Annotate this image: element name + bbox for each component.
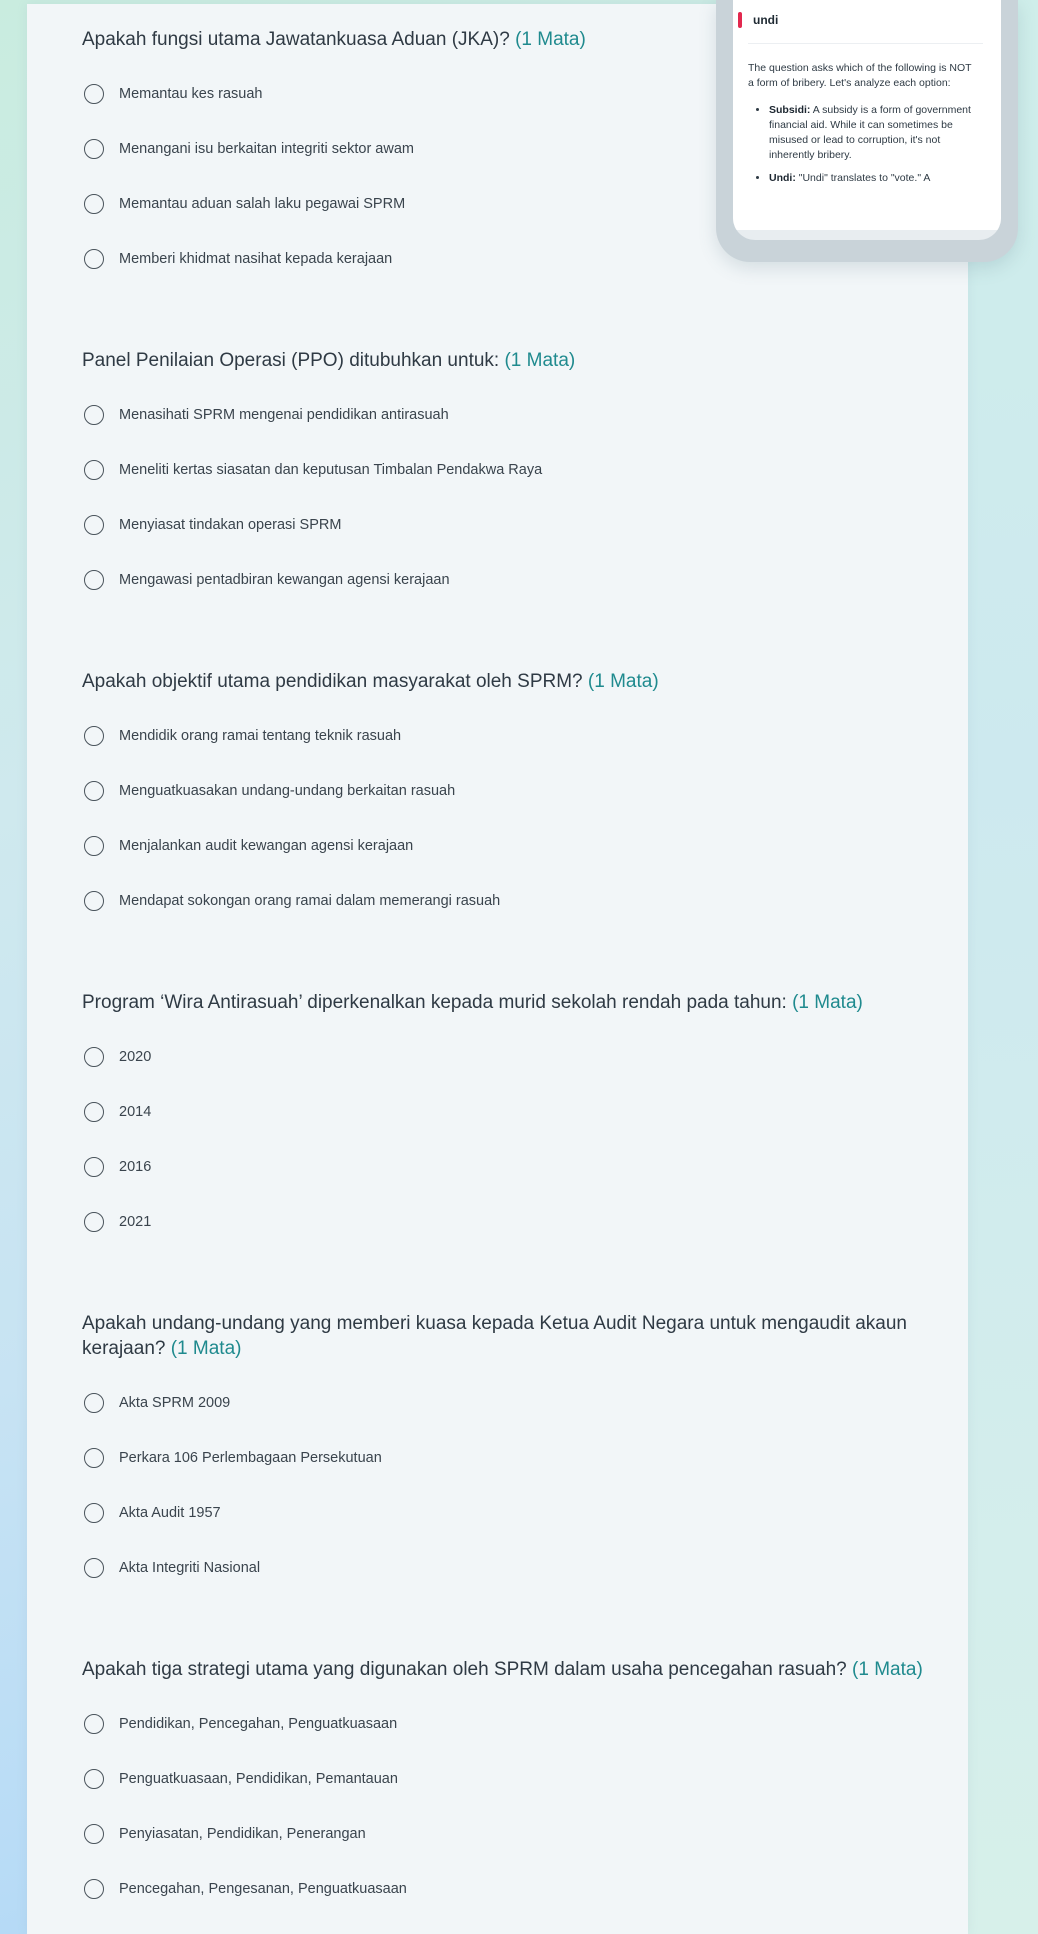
popup-intro: The question asks which of the following is NOT a form of bribery. Let's analyze each option: <box>748 62 972 89</box>
radio-button-icon[interactable] <box>84 1212 104 1232</box>
popup-list-item <box>769 103 980 163</box>
question-5 <box>82 1311 942 1595</box>
question-points: (1 Mata) <box>587 671 659 692</box>
option-label: Mendapat sokongan orang ramai dalam memerangi rasuah <box>119 892 501 909</box>
radio-button-icon[interactable] <box>84 1714 104 1734</box>
accent-bar-icon <box>738 12 742 28</box>
popup-header <box>738 12 778 28</box>
question-6 <box>82 1657 942 1916</box>
question-points: (1 Mata) <box>515 29 586 50</box>
option-radio[interactable] <box>82 763 942 818</box>
option-label: Menyiasat tindakan operasi SPRM <box>119 516 342 533</box>
radio-button-icon[interactable] <box>84 570 104 590</box>
radio-button-icon[interactable] <box>84 460 104 480</box>
option-label: Akta Integriti Nasional <box>119 1559 261 1576</box>
option-label: Menangani isu berkaitan integriti sektor awam <box>119 140 414 157</box>
question-points: (1 Mata) <box>792 992 863 1013</box>
option-radio[interactable] <box>82 1375 942 1430</box>
option-radio[interactable] <box>82 1861 942 1916</box>
option-label: 2020 <box>119 1048 152 1065</box>
radio-button-icon[interactable] <box>84 1157 104 1177</box>
option-label: Penyiasatan, Pendidikan, Penerangan <box>119 1825 366 1842</box>
radio-button-icon[interactable] <box>84 1769 104 1789</box>
question-3 <box>82 669 942 928</box>
radio-button-icon[interactable] <box>84 1824 104 1844</box>
option-label: Perkara 106 Perlembagaan Persekutuan <box>119 1449 382 1466</box>
option-radio[interactable] <box>82 1430 942 1485</box>
option-radio[interactable] <box>82 873 942 928</box>
option-radio[interactable] <box>82 1139 942 1194</box>
radio-button-icon[interactable] <box>84 781 104 801</box>
option-label: Memberi khidmat nasihat kepada kerajaan <box>119 250 393 267</box>
option-label: Menjalankan audit kewangan agensi kerajaan <box>119 837 414 854</box>
option-radio[interactable] <box>82 497 942 552</box>
option-radio[interactable] <box>82 818 942 873</box>
radio-button-icon[interactable] <box>84 1503 104 1523</box>
radio-button-icon[interactable] <box>84 139 104 159</box>
popup-card[interactable] <box>733 0 1001 230</box>
radio-button-icon[interactable] <box>84 726 104 746</box>
radio-button-icon[interactable] <box>84 1448 104 1468</box>
question-points: (1 Mata) <box>170 1338 242 1359</box>
option-radio[interactable] <box>82 1806 942 1861</box>
option-radio[interactable] <box>82 1084 942 1139</box>
option-radio[interactable] <box>82 1696 942 1751</box>
radio-button-icon[interactable] <box>84 836 104 856</box>
option-label: 2021 <box>119 1213 152 1230</box>
option-label: Memantau kes rasuah <box>119 85 263 102</box>
question-title: Panel Penilaian Operasi (PPO) ditubuhkan untuk: (1 Mata) <box>82 350 576 371</box>
background-right <box>968 0 1038 1934</box>
radio-button-icon[interactable] <box>84 1102 104 1122</box>
option-label: Pendidikan, Pencegahan, Penguatkuasaan <box>119 1715 398 1732</box>
option-label: Akta Audit 1957 <box>119 1504 221 1521</box>
question-title: Apakah tiga strategi utama yang digunakan oleh SPRM dalam usaha pencegahan rasuah? (1 Mata) <box>82 1659 923 1680</box>
radio-button-icon[interactable] <box>84 515 104 535</box>
radio-button-icon[interactable] <box>84 1047 104 1067</box>
option-radio[interactable] <box>82 552 942 607</box>
option-radio[interactable] <box>82 708 942 763</box>
question-title: Apakah objektif utama pendidikan masyarakat oleh SPRM? (1 Mata) <box>82 671 659 692</box>
popup-term-text: "Undi" translates to "vote." A <box>795 172 931 184</box>
option-label: Menasihati SPRM mengenai pendidikan antirasuah <box>119 406 449 423</box>
question-title: Apakah undang-undang yang memberi kuasa kepada Ketua Audit Negara untuk mengaudit akaun kerajaan? (1 Mata) <box>82 1313 907 1359</box>
popup-list <box>748 103 980 186</box>
popup-word: undi <box>753 13 779 27</box>
radio-button-icon[interactable] <box>84 1879 104 1899</box>
option-radio[interactable] <box>82 1751 942 1806</box>
popup-term: Undi: <box>769 172 796 184</box>
question-points: (1 Mata) <box>504 350 576 371</box>
popup-inner <box>733 0 1001 240</box>
popup-body <box>748 61 980 194</box>
option-radio[interactable] <box>82 1194 942 1249</box>
option-label: Akta SPRM 2009 <box>119 1394 231 1411</box>
radio-button-icon[interactable] <box>84 1393 104 1413</box>
quiz-form <box>27 4 968 1934</box>
option-radio[interactable] <box>82 1540 942 1595</box>
option-label: Pencegahan, Pengesanan, Penguatkuasaan <box>119 1880 407 1897</box>
option-label: 2016 <box>119 1158 152 1175</box>
option-radio[interactable] <box>82 1029 942 1084</box>
option-label: Mendidik orang ramai tentang teknik rasuah <box>119 727 402 744</box>
option-label: Menguatkuasakan undang-undang berkaitan rasuah <box>119 782 456 799</box>
question-title: Apakah fungsi utama Jawatankuasa Aduan (JKA)? (1 Mata) <box>82 29 586 50</box>
radio-button-icon[interactable] <box>84 1558 104 1578</box>
popup-term-text: A subsidy is a form of government financial aid. While it can sometimes be misused or lead to corruption, it's not inherently bribery. <box>769 104 971 161</box>
radio-button-icon[interactable] <box>84 84 104 104</box>
question-points: (1 Mata) <box>852 1659 923 1680</box>
question-4 <box>82 990 942 1249</box>
explanation-popup <box>716 0 1018 262</box>
radio-button-icon[interactable] <box>84 194 104 214</box>
question-title: Program ‘Wira Antirasuah’ diperkenalkan kepada murid sekolah rendah pada tahun: (1 Mata) <box>82 992 863 1013</box>
radio-button-icon[interactable] <box>84 891 104 911</box>
option-radio[interactable] <box>82 1485 942 1540</box>
option-label: Memantau aduan salah laku pegawai SPRM <box>119 195 406 212</box>
radio-button-icon[interactable] <box>84 405 104 425</box>
option-radio[interactable] <box>82 387 942 442</box>
option-label: Meneliti kertas siasatan dan keputusan Timbalan Pendakwa Raya <box>119 461 543 478</box>
option-radio[interactable] <box>82 442 942 497</box>
popup-term: Subsidi: <box>769 104 811 116</box>
question-2 <box>82 348 942 607</box>
popup-divider <box>748 43 983 44</box>
option-label: Penguatkuasaan, Pendidikan, Pemantauan <box>119 1770 398 1787</box>
option-label: 2014 <box>119 1103 152 1120</box>
option-label: Mengawasi pentadbiran kewangan agensi kerajaan <box>119 571 450 588</box>
radio-button-icon[interactable] <box>84 249 104 269</box>
popup-list-item <box>769 171 980 186</box>
